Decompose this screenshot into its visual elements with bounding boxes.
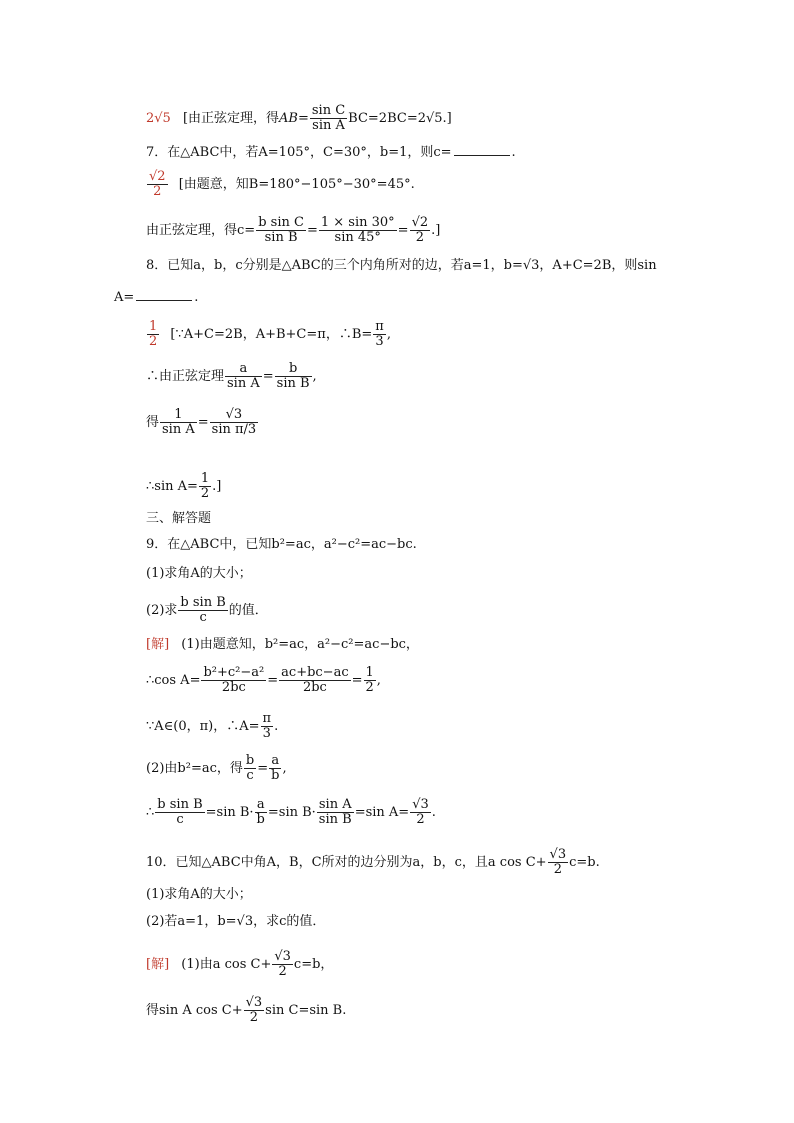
p9-solution2: ∴cos A= $\frac{\text{b²+c²−a²}}{2bc}$ = $\frac{ac+bc-ac}{2bc}$ = $\frac{1}{2}$ , xyxy=(146,665,381,695)
p6-text1: [由正弦定理，得 xyxy=(182,111,280,126)
p8-solution1: $\frac{1}{2}$ [∵A+C=2B，A+B+C=π，∴B= $\frac{\pi}{3}$ , xyxy=(149,319,391,349)
p10-solution1: [解] (1)由a cos C+ $\frac{√3}{2}$ c=b， xyxy=(146,949,334,979)
p7-answer: $\frac{√2}{2}$ xyxy=(149,169,166,199)
p7-blank xyxy=(454,143,510,156)
p10-question2: (2)若a=1，b=√3，求c的值． xyxy=(146,914,326,929)
p7-solution1: $\frac{√2}{2}$ [由题意，知B=180°−105°−30°=45°. xyxy=(149,169,415,199)
p6-line xyxy=(146,104,452,133)
p9-solution1: [解] (1)由题意知，b²=ac，a²−c²=ac−bc， xyxy=(146,637,419,652)
p9-solution5: ∴ $\frac{\text{b sin B}}{c}$ =sin B· $\frac{a}{b}$ =sin B· $\frac{\text{sin A}}{\text{sin B}}$ =sin A= $\frac{√3}{2}$ . xyxy=(146,797,436,827)
p8-question-line2: A= . xyxy=(114,290,199,305)
p6-fraction: $\frac{\text{sin C}}{\text{sin A}}$ xyxy=(311,103,346,133)
p9-solution4: (2)由b²=ac，得 $\frac{b}{c}$ = $\frac{a}{b}$ , xyxy=(146,753,287,783)
p9-solution3: ∵A∈(0，π)，∴A= $\frac{\pi}{3}$ . xyxy=(146,711,279,741)
p6-ab: AB= xyxy=(279,111,309,126)
p7-solution2: 由正弦定理，得c= $\frac{\text{b sin C}}{\text{sin B}}$ = $\frac{1 \times \sin 30^\circ}{\sin 45^\circ}$ = $\frac{√2}{2}$ .] xyxy=(146,215,441,245)
p10-solution2: 得sin A cos C+ $\frac{√3}{2}$ sin C=sin B. xyxy=(146,995,347,1025)
p8-solution2: ∴由正弦定理 $\frac{a}{\text{sin A}}$ = $\frac{b}{\text{sin B}}$ , xyxy=(146,361,317,391)
p8-solution4: ∴sin A= $\frac{1}{2}$ .] xyxy=(146,471,222,501)
p9-question: 9．在△ABC中，已知b²=ac，a²−c²=ac−bc. xyxy=(146,537,417,552)
p10-question: 10．已知△ABC中角A，B，C所对的边分别为a，b，c，且a cos C+ $\frac{√3}{2}$ c=b. xyxy=(146,847,600,877)
p8-blank xyxy=(136,288,192,301)
p8-answer: $\frac{1}{2}$ xyxy=(149,319,158,349)
p9-question1: (1)求角A的大小； xyxy=(146,566,252,581)
p8-solution3: 得 $\frac{1}{\text{sin A}}$ = $\frac{√3}{\text{sin π/3}}$ xyxy=(146,407,257,437)
section-heading: 三、解答题 xyxy=(146,511,212,526)
p9-tag: [解] xyxy=(146,637,170,652)
p7-question: 7．在△ABC中，若A=105°，C=30°，b=1，则c= . xyxy=(146,145,516,160)
p8-question-line1: 8．已知a，b，c分别是△ABC的三个内角所对的边，若a=1，b=√3，A+C=2B，则sin xyxy=(146,258,657,273)
p10-question1: (1)求角A的大小； xyxy=(146,887,252,902)
p6-text2: BC=2BC=2√5.] xyxy=(348,111,452,126)
p10-tag: [解] xyxy=(146,957,170,972)
p6-answer: 2√5 xyxy=(146,111,171,126)
p9-question2: (2)求 $\frac{\text{b sin B}}{c}$ 的值． xyxy=(146,595,268,625)
